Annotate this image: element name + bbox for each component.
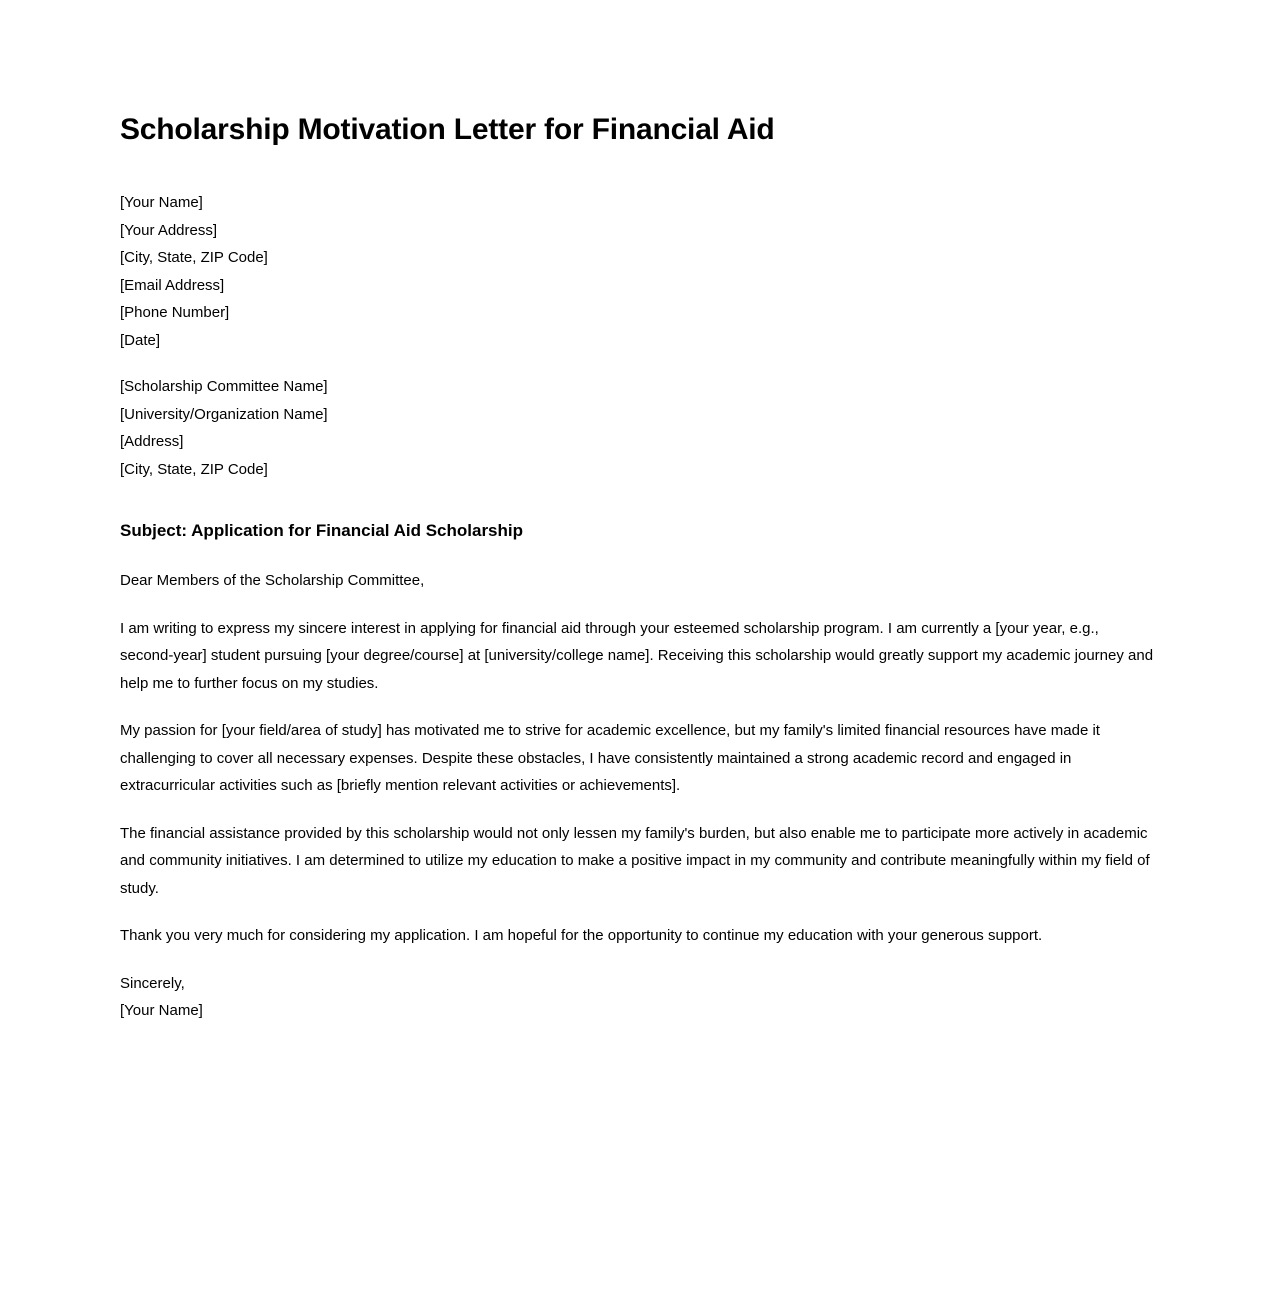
sender-line-date: [Date] [120,331,161,349]
sender-line-city: [City, State, ZIP Code] [120,249,268,266]
recipient-line-city: [City, State, ZIP Code] [120,460,268,478]
body-paragraph-3: The financial assistance provided by this scholarship would not only lessen my family's burden, but also enable me to participate more actively in academic and community initiatives. I am determined to utilize my education to make a positive impact in my community and contribute meaningfully within my field of study. [120,824,1150,897]
recipient-address-block [120,373,1156,483]
subject-heading: Subject: Application for Financial Aid Scholarship [120,521,524,540]
signature-name: [Your Name] [120,1002,203,1019]
signature-block [120,970,1156,1025]
closing-line: Sincerely, [120,974,185,992]
sender-address-block [120,189,1156,354]
recipient-line-address: [Address] [120,433,184,450]
sender-line-name: [Your Name] [120,194,203,211]
page-title: Scholarship Motivation Letter for Financial Aid [120,113,775,146]
recipient-line-committee: [Scholarship Committee Name] [120,378,328,395]
sender-line-address: [Your Address] [120,221,218,239]
salutation: Dear Members of the Scholarship Committee, [120,572,425,589]
sender-line-email: [Email Address] [120,276,225,294]
body-paragraph-2: My passion for [your field/area of study] has motivated me to strive for academic excellence, but my family's limited financial resources have made it challenging to cover all necessary expenses. Despite these obstacles, I have consistently maintained a strong academic record and engaged in extracurricular activities such as [briefly mention relevant activities or achievements]. [120,722,1100,794]
body-paragraph-1: I am writing to express my sincere interest in applying for financial aid through your esteemed scholarship program. I am currently a [your year, e.g., second-year] student pursuing [your degree/course] at [university/college name]. Receiving this scholarship would greatly support my academic journey and help me to further focus on my studies. [120,619,1154,692]
body-paragraph-4: Thank you very much for considering my application. I am hopeful for the opportunity to continue my education with your generous support. [120,927,1043,944]
sender-line-phone: [Phone Number] [120,304,230,321]
recipient-line-organization: [University/Organization Name] [120,405,328,423]
